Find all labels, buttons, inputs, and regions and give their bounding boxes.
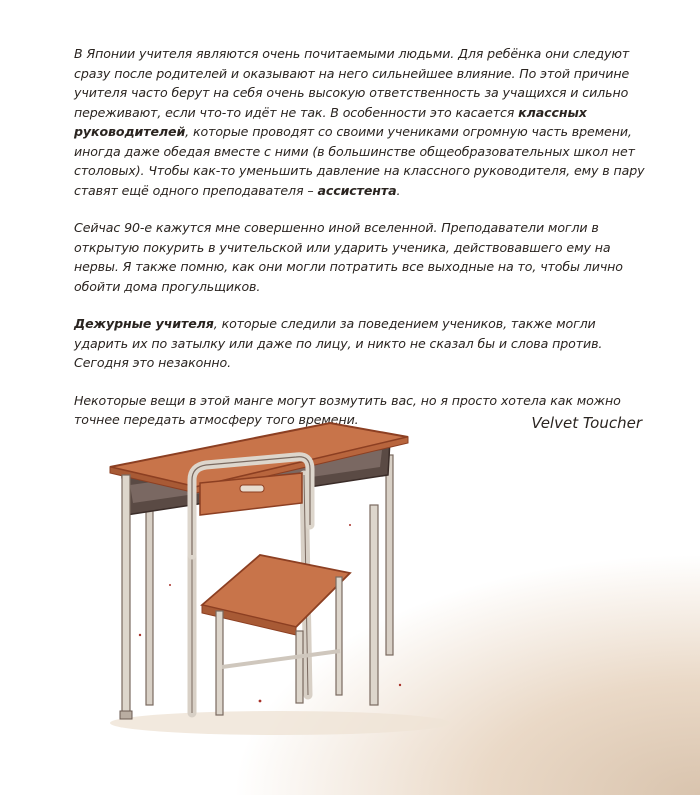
highlight-assistant: ассистента xyxy=(317,182,397,198)
article-text xyxy=(74,44,646,448)
chair-leg-front-left xyxy=(216,611,223,715)
highlight-duty-teachers: Дежурные учителя xyxy=(74,316,214,331)
desk-leg-back-left xyxy=(146,495,153,705)
highlight-class-teachers: классных руководителей xyxy=(74,104,587,139)
floor-shadow xyxy=(110,711,450,735)
author-signature: Velvet Toucher xyxy=(531,414,642,432)
paragraph-4: Некоторые вещи в этой манге могут возмутить вас, но я просто хотела как можно точнее передать атмосферу того времени. xyxy=(74,392,621,427)
desk-leg-front-left xyxy=(122,475,130,715)
paragraph-1: В Японии учителя являются очень почитаемыми людьми. Для ребёнка они следуют сразу после родителей и оказывают на него сильнейшее влияние. По этой причине учителя часто берут на себя очень высокую ответственность за учащихся и сильно переживают, если что-то идёт не так. В особенности это касается классных руководителей, которые проводят со своими учениками огромную часть времени, иногда даже обедая вместе с ними (в большинстве общеобразовательных школ нет столовых). Чтобы как-то уменьшить давление на классного руководителя, ему в пару ставят ещё одного преподавателя – ассистента. xyxy=(74,46,645,198)
paragraph-2: Сейчас 90-е кажутся мне совершенно иной вселенной. Преподаватели могли в открытую покурить в учительской или ударить ученика, действовавшего ему на нервы. Я также помню, как они могли потратить все выходные на то, чтобы лично обойти дома прогульщиков. xyxy=(74,220,623,294)
chair-leg-front-right xyxy=(296,631,303,703)
desk-leg-back-right xyxy=(386,455,393,655)
school-desk-and-chair-illustration xyxy=(100,405,460,735)
desk-leg-front-right xyxy=(370,505,378,705)
paragraph-3: Дежурные учителя, которые следили за поведением учеников, также могли ударить их по затылку или даже по лицу, и никто не сказал бы и слова против. Сегодня это незаконно. xyxy=(74,316,603,370)
